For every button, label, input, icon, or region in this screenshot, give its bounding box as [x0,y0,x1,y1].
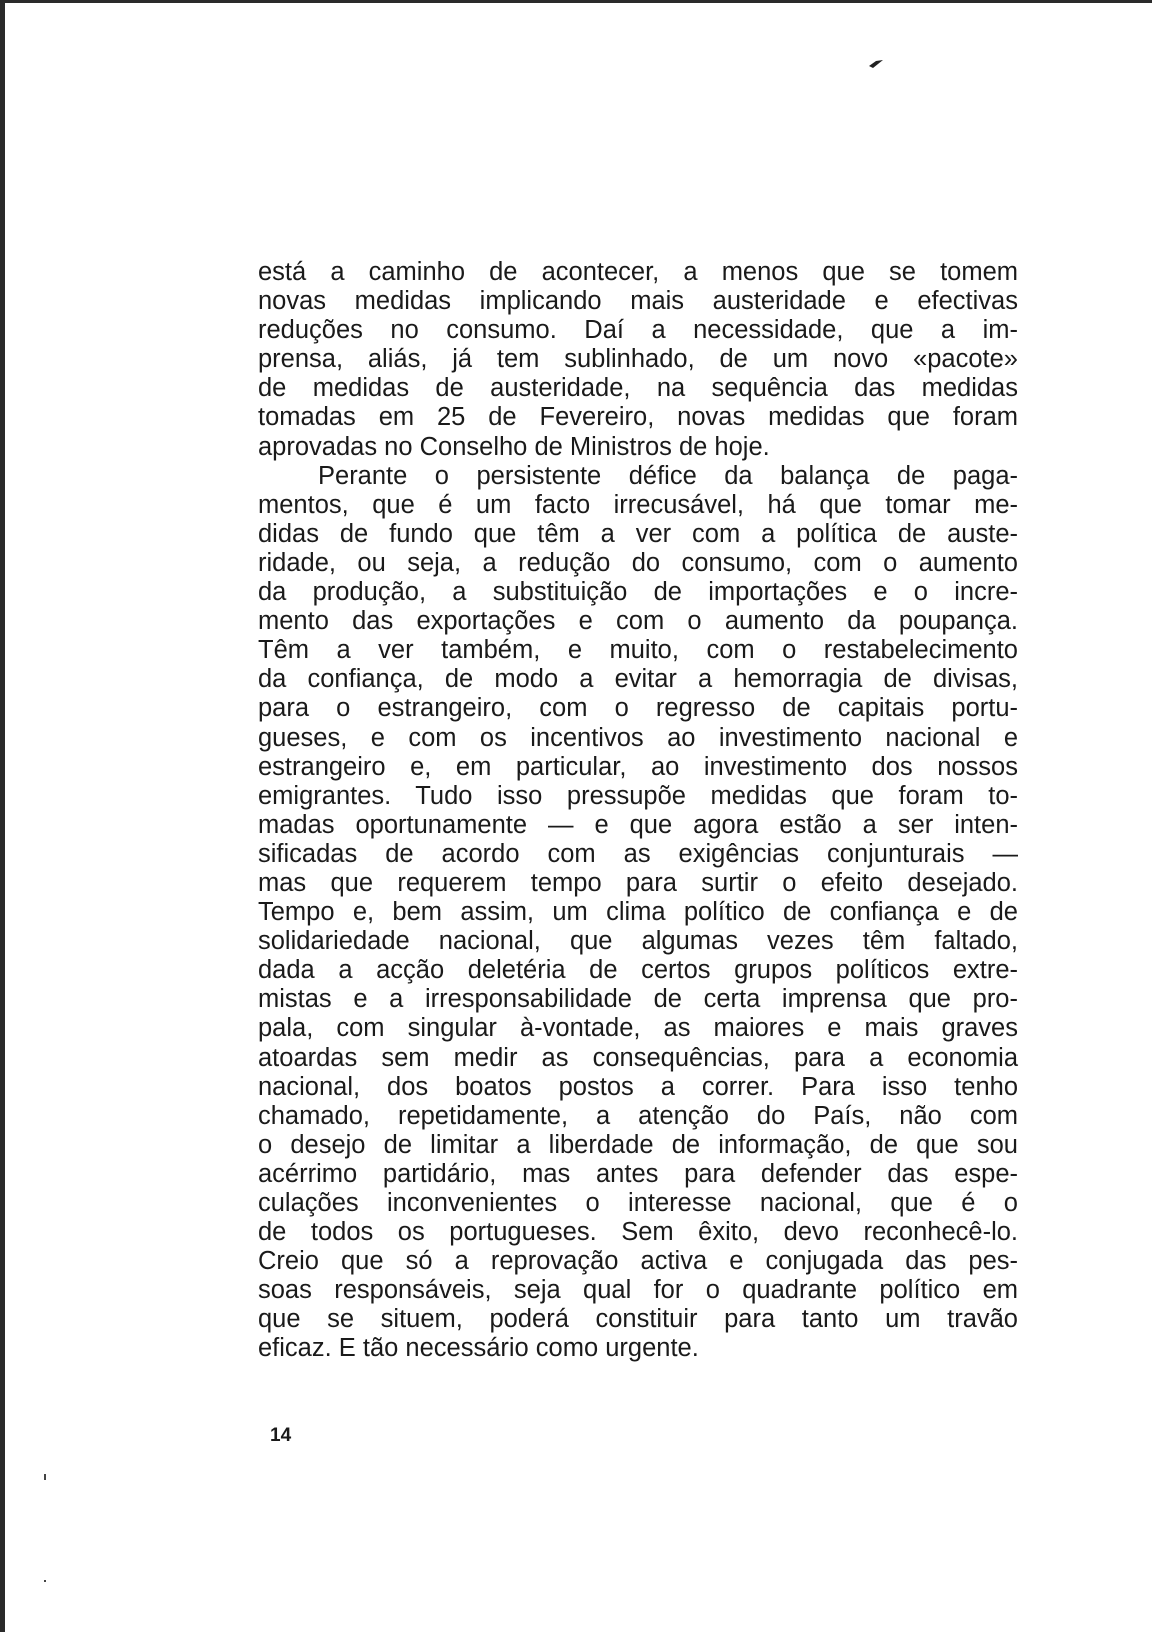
page-number: 14 [270,1425,292,1446]
text-line: Tempo e, bem assim, um clima político de confiança e de [258,898,1018,927]
text-line: estrangeiro e, em particular, ao investimento dos nossos [258,752,1018,781]
text-line: culações inconvenientes o interesse nacional, que é o [258,1189,1018,1217]
body-text [258,258,1018,1364]
text-line: mistas e a irresponsabilidade de certa imprensa que pro- [258,985,1018,1014]
text-line: nacional, dos boatos postos a correr. Para isso tenho [258,1072,1018,1101]
text-line: pala, com singular à-vontade, as maiores e mais graves [258,1014,1018,1043]
text-line: aprovadas no Conselho de Ministros de hoje. [258,432,770,461]
text-line: prensa, aliás, já tem sublinhado, de um novo «pacote» [258,345,1018,374]
text-line: da confiança, de modo a evitar a hemorragia de divisas, [258,665,1018,694]
text-line: novas medidas implicando mais austeridade e efectivas [258,287,1018,316]
text-line: da produção, a substituição de importações e o incre- [258,578,1018,607]
text-line: Creio que só a reprovação activa e conjugada das pes- [258,1247,1018,1276]
text-line: mento das exportações e com o aumento da poupança. [258,607,1018,636]
text-line: que se situem, poderá constituir para tanto um travão [258,1305,1018,1334]
text-line: reduções no consumo. Daí a necessidade, que a im- [258,316,1018,345]
text-line: o desejo de limitar a liberdade de informação, de que sou [258,1130,1018,1159]
text-line: para o estrangeiro, com o regresso de capitais portu- [258,694,1018,723]
text-line: soas responsáveis, seja qual for o quadrante político em [258,1276,1018,1305]
scan-edge-top [0,0,1152,3]
text-line: de medidas de austeridade, na sequência das medidas [258,374,1018,403]
text-line: didas de fundo que têm a ver com a política de auste- [258,519,1018,548]
scan-speck [44,1580,46,1582]
text-line: de todos os portugueses. Sem êxito, devo reconhecê-lo. [258,1218,1018,1247]
text-line: eficaz. E tão necessário como urgente. [258,1334,699,1363]
text-line: tomadas em 25 de Fevereiro, novas medidas que foram [258,403,1018,432]
text-line: ridade, ou seja, a redução do consumo, com o aumento [258,548,1018,577]
text-line: está a caminho de acontecer, a menos que se tomem [258,258,1018,286]
text-line: atoardas sem medir as consequências, para a economia [258,1043,1018,1072]
scan-edge-left [0,0,5,1632]
text-line: Têm a ver também, e muito, com o restabelecimento [258,636,1018,665]
text-line: solidariedade nacional, que algumas vezes têm faltado, [258,927,1018,956]
text-line: sificadas de acordo com as exigências conjunturais — [258,839,1018,868]
text-line: acérrimo partidário, mas antes para defender das espe- [258,1159,1018,1188]
text-line: chamado, repetidamente, a atenção do País, não com [258,1101,1018,1130]
text-line: madas oportunamente — e que agora estão a ser inten- [258,810,1018,839]
text-line: emigrantes. Tudo isso pressupõe medidas que foram to- [258,781,1018,810]
text-line: mentos, que é um facto irrecusável, há que tomar me- [258,490,1018,519]
text-line: gueses, e com os incentivos ao investimento nacional e [258,723,1018,752]
ink-mark-icon [868,58,884,70]
text-line: dada a acção deletéria de certos grupos políticos extre- [258,956,1018,985]
paragraph-start-line: Perante o persistente défice da balança de paga- [318,461,1018,490]
scan-speck [44,1474,46,1480]
text-line: mas que requerem tempo para surtir o efeito desejado. [258,868,1018,897]
